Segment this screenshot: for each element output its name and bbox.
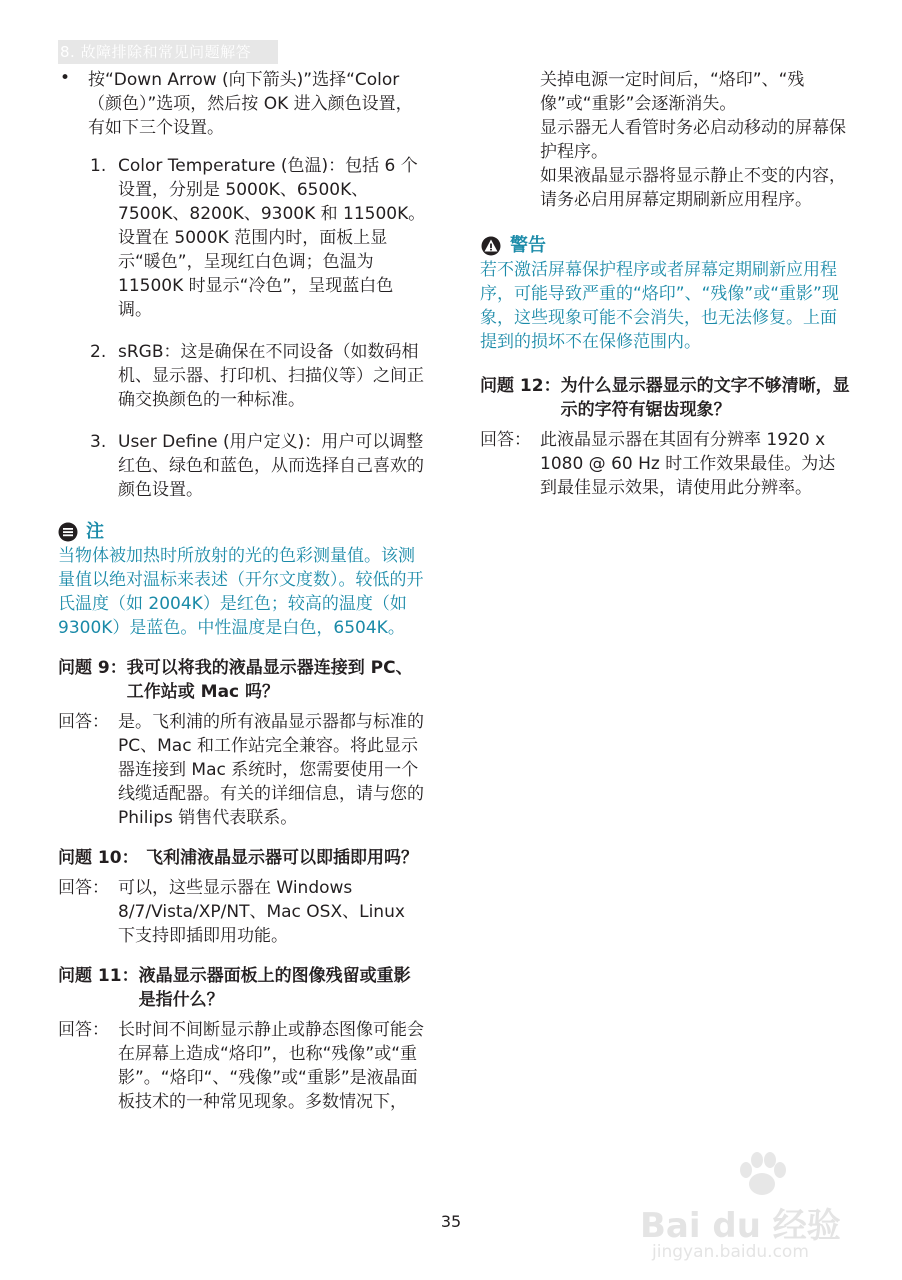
question-text: 飞利浦液晶显示器可以即插即用吗？ [146, 848, 418, 868]
continuation-paragraph: 如果液晶显示器将显示静止不变的内容，请务必启用屏幕定期刷新应用程序。 [540, 166, 846, 210]
answer-text: 可以，这些显示器在 Windows 8/7/Vista/XP/NT、Mac OSX、Linux 下支持即插即用功能。 [118, 878, 405, 946]
answer-row [58, 1018, 426, 1114]
answer-row [58, 876, 426, 948]
question-row [480, 374, 852, 422]
baidu-watermark [640, 1150, 880, 1270]
qa-block [58, 846, 426, 948]
qa-block [480, 374, 852, 500]
list-item-text: Color Temperature (色温)：包括 6 个设置，分别是 5000K、6500K、7500K、8200K、9300K 和 11500K。设置在 5000K 范围内时，面板上显示“暖色”，呈现红白色调；色温为 11500K 时显示“冷色”，呈现蓝白色调。 [118, 156, 426, 320]
page-number: 35 [440, 1212, 462, 1231]
bullet-item [58, 68, 426, 140]
watermark-brand: Bai du 经验 [640, 1206, 841, 1246]
list-item-text: sRGB：这是确保在不同设备（如数码相机、显示器、打印机、扫描仪等）之间正确交换颜色的一种标准。 [118, 342, 424, 410]
question-row [58, 964, 426, 1012]
bullet-marker: • [60, 68, 71, 88]
warning-title: 警告 [510, 235, 546, 256]
list-item [58, 154, 426, 322]
question-row [58, 846, 426, 870]
answer-continuation [480, 68, 852, 212]
note-title: 注 [86, 521, 104, 542]
question-text: 为什么显示器显示的文字不够清晰，显示的字符有锯齿现象？ [560, 376, 850, 420]
answer-text: 此液晶显示器在其固有分辨率 1920 x 1080 @ 60 Hz 时工作效果最佳。为达到最佳显示效果，请使用此分辨率。 [540, 430, 836, 498]
note-heading [58, 520, 426, 544]
answer-text: 是。飞利浦的所有液晶显示器都与标准的 PC、Mac 和工作站完全兼容。将此显示器连接到 Mac 系统时，您需要使用一个线缆适配器。有关的详细信息，请与您的 Philips 销售代表联系。 [118, 712, 424, 828]
bullet-text: 按“Down Arrow (向下箭头)”选择“Color（颜色）”选项，然后按 OK 进入颜色设置，有如下三个设置。 [88, 70, 413, 138]
question-label: 问题 10： [58, 848, 139, 868]
answer-row [58, 710, 426, 830]
question-text: 液晶显示器面板上的图像残留或重影是指什么？ [138, 966, 411, 1010]
watermark-url: jingyan.baidu.com [652, 1242, 809, 1262]
left-column [58, 68, 426, 1114]
answer-label: 回答： [58, 712, 109, 732]
answer-label: 回答： [58, 878, 109, 898]
settings-list [58, 154, 426, 502]
list-item [58, 430, 426, 502]
question-label: 问题 12： [480, 376, 561, 396]
question-text: 我可以将我的液晶显示器连接到 PC、工作站或 Mac 吗？ [126, 658, 413, 702]
section-tab: 8. 故障排除和常见问题解答 [58, 40, 278, 64]
question-row [58, 656, 426, 704]
warning-icon [480, 236, 502, 256]
warning-text: 若不激活屏幕保护程序或者屏幕定期刷新应用程序，可能导致严重的“烙印”、“残像”或“重影”现象，这些现象可能不会消失，也无法修复。上面提到的损坏不在保修范围内。 [480, 260, 839, 352]
list-item [58, 340, 426, 412]
question-label: 问题 9： [58, 658, 127, 678]
paw-logo-icon [732, 1150, 792, 1200]
answer-label: 回答： [58, 1020, 109, 1040]
answer-label: 回答： [480, 430, 531, 450]
answer-text: 长时间不间断显示静止或静态图像可能会在屏幕上造成“烙印”，也称“残像”或“重影”。“烙印“、“残像”或“重影”是液晶面板技术的一种常见现象。多数情况下， [118, 1020, 424, 1112]
qa-block [58, 656, 426, 830]
list-item-number: 1. [90, 156, 107, 176]
list-item-number: 3. [90, 432, 107, 452]
answer-row [480, 428, 852, 500]
list-item-number: 2. [90, 342, 107, 362]
continuation-paragraph: 显示器无人看管时务必启动移动的屏幕保护程序。 [540, 118, 846, 162]
question-label: 问题 11： [58, 966, 139, 986]
list-item-text: User Define (用户定义)：用户可以调整红色、绿色和蓝色，从而选择自己喜欢的颜色设置。 [118, 432, 424, 500]
note-icon [58, 522, 78, 542]
continuation-paragraph: 关掉电源一定时间后，“烙印”、“残像”或“重影”会逐渐消失。 [540, 70, 805, 114]
qa-block [58, 964, 426, 1114]
right-column [480, 68, 852, 500]
warning-heading [480, 234, 852, 258]
note-text: 当物体被加热时所放射的光的色彩测量值。该测量值以绝对温标来表述（开尔文度数）。较低的开氏温度（如 2004K）是红色；较高的温度（如 9300K）是蓝色。中性温度是白色，6504K。 [58, 546, 424, 638]
